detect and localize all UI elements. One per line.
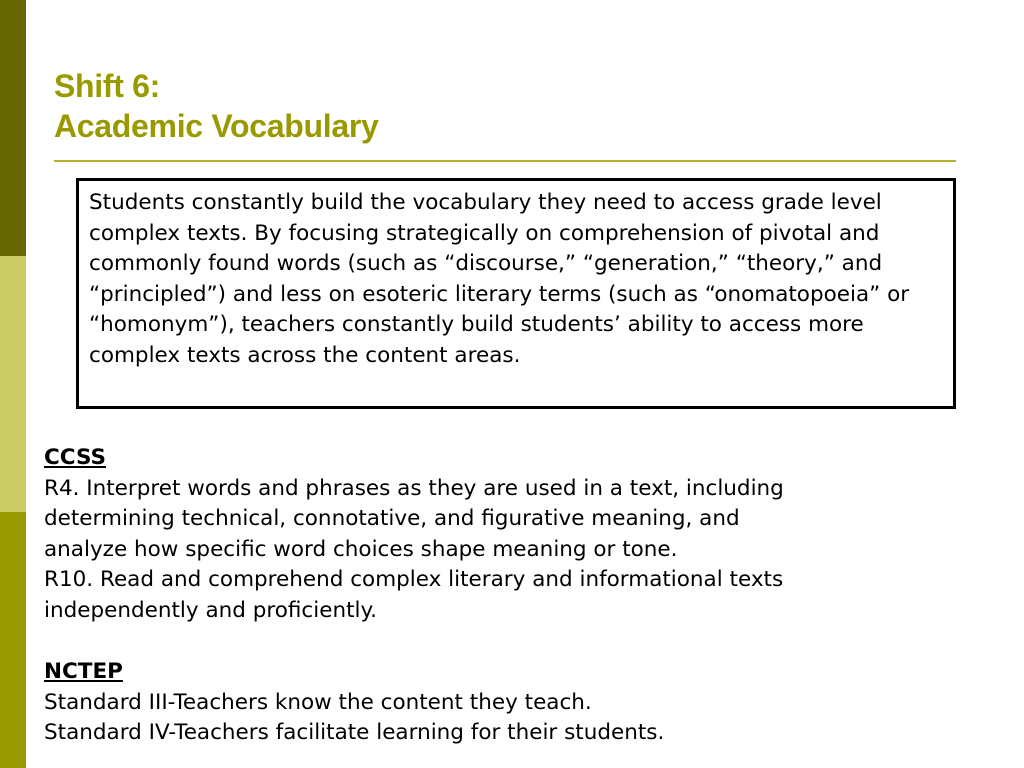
title-divider <box>54 160 956 162</box>
ccss-line: independently and proficiently. <box>44 597 377 623</box>
slide-title-line-2: Academic Vocabulary <box>54 108 379 144</box>
ccss-line: R10. Read and comprehend complex literary and informational texts <box>44 567 784 593</box>
side-bar-olive <box>0 512 26 768</box>
side-bar-light <box>0 256 26 512</box>
slide-title-line-1: Shift 6: <box>54 68 161 104</box>
nctep-line: Standard III-Teachers know the content they teach. <box>44 689 592 715</box>
nctep-heading: NCTEP <box>44 659 123 685</box>
slide-title <box>54 66 379 146</box>
nctep-line: Standard IV-Teachers facilitate learning for their students. <box>44 720 665 746</box>
side-bar-dark <box>0 0 26 256</box>
ccss-line: determining technical, connotative, and figurative meaning, and <box>44 506 740 532</box>
ccss-heading: CCSS <box>44 445 106 470</box>
ccss-line: R4. Interpret words and phrases as they are used in a text, including <box>44 475 784 501</box>
definition-text: Students constantly build the vocabulary they need to access grade level complex texts. By focusing strategically on comprehension of pivotal and commonly found words (such as “discourse,” “generation,” “theory,” and “principled”) and less on esoteric literary terms (such as “onomatopoeia” or “homonym”), teachers constantly build students’ ability to access more complex texts across the content areas. <box>89 190 910 368</box>
standards-section <box>44 443 984 749</box>
section-spacer <box>44 627 984 658</box>
definition-box <box>76 178 956 409</box>
ccss-line: analyze how specific word choices shape meaning or tone. <box>44 536 678 562</box>
